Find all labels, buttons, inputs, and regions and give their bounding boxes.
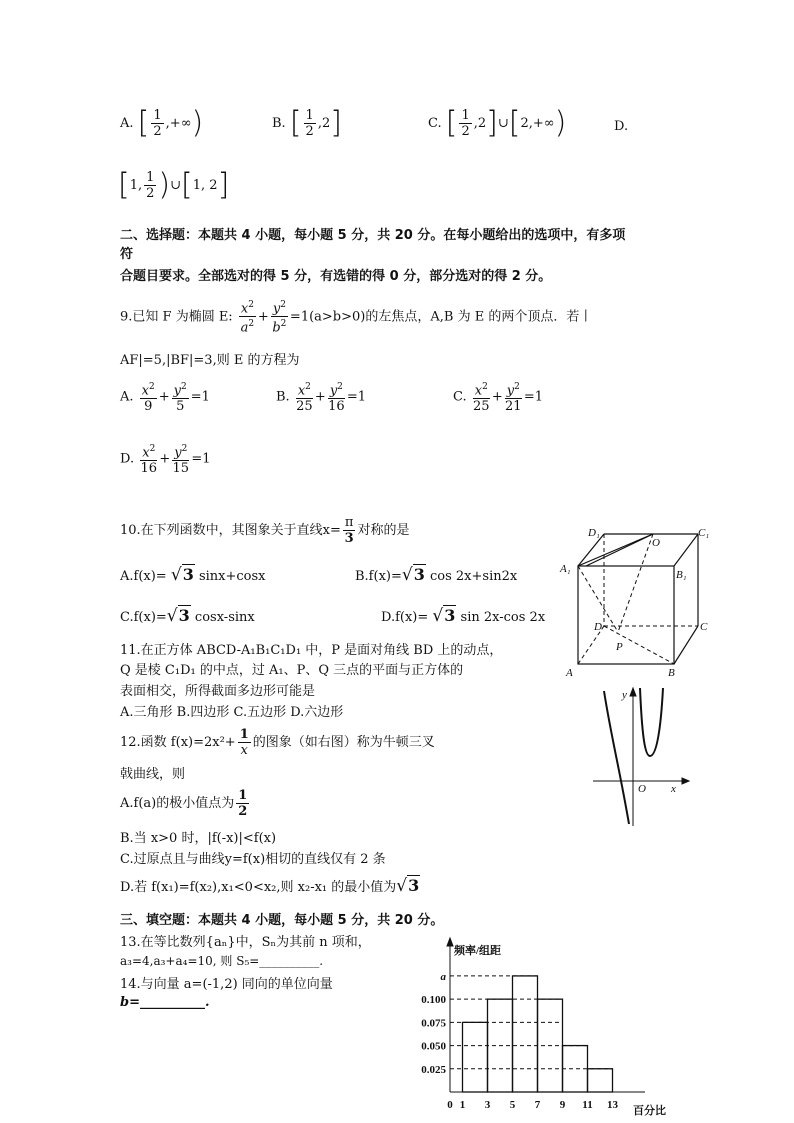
hist-y-arrow-icon (447, 938, 453, 946)
q10-a-tail: sinx+cosx (198, 569, 266, 584)
q12-x: x (240, 743, 248, 758)
q8-c-den: 2 (461, 124, 470, 139)
curve-x-arrow-icon (682, 778, 689, 784)
q10-d-sqrt-val: 3 (444, 606, 456, 625)
q9-eq-tail: =1(a>b>0)的左焦点，A,B 为 E 的两个顶点．若丨 (289, 309, 593, 325)
q12-a-frac (236, 788, 249, 819)
cube-label-c1: C₁ (698, 527, 710, 539)
cube-figure (558, 524, 708, 684)
q9-option-a: A. $\frac{x^2}{9}$ + $\frac{y^2}{5}$ =1 (120, 382, 210, 415)
q9-line2: AF|=5,|BF|=3,则 E 的方程为 (120, 353, 300, 368)
q8-c-rest: ,2 (473, 116, 487, 131)
q10-option-b (355, 565, 517, 585)
q9-c-d1: 25 (473, 399, 490, 415)
q9-option-b: B. $\frac{x^2}{25}$ + $\frac{y^2}{16}$ =1 (276, 382, 367, 415)
q12-d-sqrt: √3 (396, 876, 420, 896)
q12-line2: 戟曲线，则 (120, 767, 186, 782)
hist-x-tick: 9 (559, 1099, 566, 1111)
q8-option-c: C. [ $\frac{1}{2}$ ,2]∪[2,+∞) (428, 105, 567, 141)
q9-a-d2: 5 (176, 399, 185, 415)
cube-label-o: O (652, 537, 660, 549)
q8-a-label: A. (120, 116, 134, 131)
q8-option-b: B. [ $\frac{1}{2}$ ,2] (272, 105, 342, 141)
curve-label-y: y (622, 689, 627, 701)
cube-label-b1: B₁ (676, 569, 687, 581)
hist-y-tick: 0.025 (421, 1063, 446, 1076)
q9-x: x (240, 301, 249, 317)
q10-d-label: D.f(x)= (381, 610, 429, 625)
q9-c-eq: =1 (523, 389, 544, 405)
q12-stem (120, 727, 435, 758)
q10-option-c (120, 606, 255, 626)
section2-line2: 合题目要求。全部选对的得 5 分，有选错的得 0 分，部分选对的得 2 分。 (120, 269, 552, 284)
q8-c-second: 2,+∞ (520, 116, 555, 131)
q10-a-label: A.f(x)= (120, 569, 167, 584)
q8-a-den: 2 (153, 124, 162, 139)
q11-line1: 11.在正方体 ABCD-A₁B₁C₁D₁ 中，P 是面对角线 BD 上的动点， (120, 643, 503, 658)
q10-three: 3 (344, 531, 354, 546)
q10-option-d (381, 606, 545, 626)
q10-c-sqrt: √3 (166, 606, 190, 626)
hist-x-tick: 11 (582, 1099, 593, 1111)
q11-line3: 表面相交，所得截面多边形可能是 (120, 684, 316, 699)
curve-label-o: O (638, 783, 646, 795)
q9-option-c: C. $\frac{x^2}{25}$ + $\frac{y^2}{21}$ =1 (453, 382, 544, 415)
q8-d-second: 1, 2 (192, 178, 218, 193)
hist-x-tick: 0 (447, 1099, 453, 1111)
hist-bar (513, 976, 538, 1092)
q8-d-first: 1, (129, 178, 143, 193)
hist-y-tick: a (440, 970, 446, 983)
q10-b-tail: cos 2x+sin2x (430, 569, 518, 584)
cube-label-a: A (566, 667, 573, 679)
section2-line1b: 符 (120, 247, 134, 262)
q12-a-num: 1 (238, 788, 248, 803)
q10-b-sqrt: √3 (401, 565, 425, 585)
hist-y-tick: 0.075 (421, 1017, 446, 1030)
newton-curve-figure (593, 686, 693, 826)
q9-a-label: A. (120, 389, 134, 405)
q8-option-a: A. [ $\frac{1}{2}$ ,+∞) (120, 105, 204, 141)
q9-a: a (240, 320, 249, 336)
q10-c-label: C.f(x)= (120, 610, 167, 625)
q12-option-d (120, 876, 420, 896)
q10-d-tail: sin 2x-cos 2x (460, 610, 546, 625)
q8-c-frac (459, 108, 471, 139)
hist-x-tick: 7 (534, 1099, 541, 1111)
q12-option-b: B.当 x>0 时，|f(-x)|<f(x) (120, 831, 277, 846)
q8-option-d-label (614, 119, 628, 134)
q9-a-d1: 9 (144, 399, 153, 415)
section2-line1: 二、选择题：本题共 4 小题，每小题 5 分，共 20 分。在每小题给出的选项中，有多项 (120, 228, 626, 243)
hist-x-tick: 5 (509, 1099, 516, 1111)
q8-d-label: D. (614, 119, 629, 134)
q12-a-text: A.f(a)的极小值点为 (120, 796, 235, 811)
q10-pi: π (344, 515, 354, 530)
hist-x-tick: 1 (459, 1099, 466, 1111)
q9-d-eq: =1 (191, 451, 211, 467)
q10-b-sqrt-val: 3 (413, 565, 425, 584)
histogram-chart (400, 932, 670, 1122)
q10-option-a (120, 565, 266, 585)
q8-c-label: C. (428, 116, 442, 131)
q13-line1: 13.在等比数列{aₙ}中，Sₙ为其前 n 项和， (120, 935, 371, 950)
cube-label-a1: A₁ (560, 563, 571, 575)
hist-x-tick: 3 (484, 1099, 491, 1111)
q12-d-text: D.若 f(x₁)=f(x₂),x₁<0<x₂,则 x₂-x₁ 的最小值为 (120, 880, 397, 895)
q10-d-sqrt: √3 (432, 606, 456, 626)
q12-d-sqrt-val: 3 (408, 876, 420, 895)
q8-d-frac (144, 170, 156, 201)
q8-c-union: ∪ (497, 116, 509, 131)
q10-suffix: 对称的是 (357, 523, 410, 538)
q12-suffix: 的图象（如右图）称为牛顿三叉 (252, 735, 435, 750)
q12-option-a (120, 788, 251, 819)
curve-label-x: x (671, 783, 676, 795)
hist-xlabel: 百分比 (633, 1105, 666, 1117)
q9-b-d1: 25 (296, 399, 313, 415)
q10-frac (343, 515, 356, 546)
hist-y-tick: 0.050 (421, 1040, 446, 1053)
section3-title: 三、填空题：本题共 4 小题，每小题 5 分，共 20 分。 (120, 913, 444, 928)
cube-label-d: D (594, 621, 602, 633)
q10-c-tail: cosx-sinx (194, 610, 255, 625)
q10-a-sqrt-val: 3 (182, 565, 194, 584)
q9-option-d: D. $\frac{x^2}{16}$ + $\frac{y^2}{15}$ =1 (120, 444, 211, 477)
q8-a-rest: ,+∞ (165, 116, 192, 131)
q12-frac (238, 727, 251, 758)
q9-prefix: 9.已知 F 为椭圆 E: (120, 309, 233, 325)
hist-bar (463, 1022, 488, 1092)
q9-b-eq: =1 (346, 389, 367, 405)
q9-b-label: B. (276, 389, 290, 405)
q9-b: b (272, 320, 281, 336)
q8-b-frac (304, 108, 316, 139)
q8-a-num: 1 (153, 108, 162, 123)
q9-d-d2: 15 (172, 461, 190, 477)
cube-label-d1: D₁ (588, 527, 600, 539)
q12-option-c: C.过原点且与曲线y=f(x)相切的直线仅有 2 条 (120, 852, 386, 867)
q12-prefix: 12.函数 f(x)=2x²+ (120, 735, 236, 750)
q9-c-label: C. (453, 389, 467, 405)
q14-line1: 14.与向量 a=(-1,2) 同向的单位向量 (120, 977, 333, 992)
cube-label-c: C (700, 621, 708, 633)
q11-line2: Q 是棱 C₁D₁ 的中点，过 A₁、P、Q 三点的平面与正方体的 (120, 663, 464, 678)
q12-one: 1 (239, 727, 249, 742)
q8-b-den: 2 (305, 124, 314, 139)
hist-bar (588, 1069, 613, 1092)
q9-d-d1: 16 (140, 461, 158, 477)
q9-frac-x: $\frac{x^2}{a^2}$ (240, 300, 255, 336)
hist-x-tick: 13 (607, 1099, 618, 1111)
q10-stem (120, 515, 409, 546)
cube-front-face (578, 566, 674, 664)
cube-label-p: P (616, 641, 623, 653)
q8-d-union: ∪ (170, 178, 182, 193)
q8-option-d: [1, $\frac{1}{2}$ )∪[1, 2] (118, 167, 230, 203)
curve-right-branch (640, 688, 663, 756)
q9-y: y (272, 301, 281, 317)
q8-d-num: 1 (146, 170, 155, 185)
q10-b-label: B.f(x)= (355, 569, 402, 584)
q8-c-num: 1 (461, 108, 470, 123)
q10-c-sqrt-val: 3 (178, 606, 190, 625)
q8-b-rest: ,2 (317, 116, 331, 131)
q14-line2: b=__________. (120, 995, 210, 1010)
q9-c-d2: 21 (505, 399, 522, 415)
curve-left-branch (604, 691, 629, 824)
q12-a-den: 2 (238, 804, 248, 819)
q10-prefix: 10.在下列函数中，其图象关于直线x= (120, 523, 341, 538)
q8-b-label: B. (272, 116, 286, 131)
q9-d-label: D. (120, 451, 135, 467)
q9-b-d2: 16 (328, 399, 345, 415)
q8-d-den: 2 (146, 186, 155, 201)
cube-label-b: B (668, 667, 675, 679)
q9-stem: 9.已知 F 为椭圆 E: $\frac{x^2}{a^2}$ + $\frac{y^2}{b^2}$ =1(a>b>0)的左焦点，A,B 为 E 的两个顶点．若丨 (120, 300, 593, 336)
q8-b-num: 1 (305, 108, 314, 123)
curve-y-arrow-icon (630, 688, 636, 696)
q8-a-frac (151, 108, 163, 139)
q9-a-eq: =1 (190, 389, 210, 405)
q11-line4: A.三角形 B.四边形 C.五边形 D.六边形 (120, 705, 344, 720)
q10-a-sqrt: √3 (170, 565, 194, 585)
hist-y-tick: 0.100 (421, 994, 446, 1007)
q13-line2: a₃=4,a₃+a₄=10, 则 S₅=__________. (120, 954, 324, 968)
q9-frac-y: $\frac{y^2}{b^2}$ (272, 300, 287, 336)
hist-ylabel: 频率/组距 (454, 945, 502, 957)
